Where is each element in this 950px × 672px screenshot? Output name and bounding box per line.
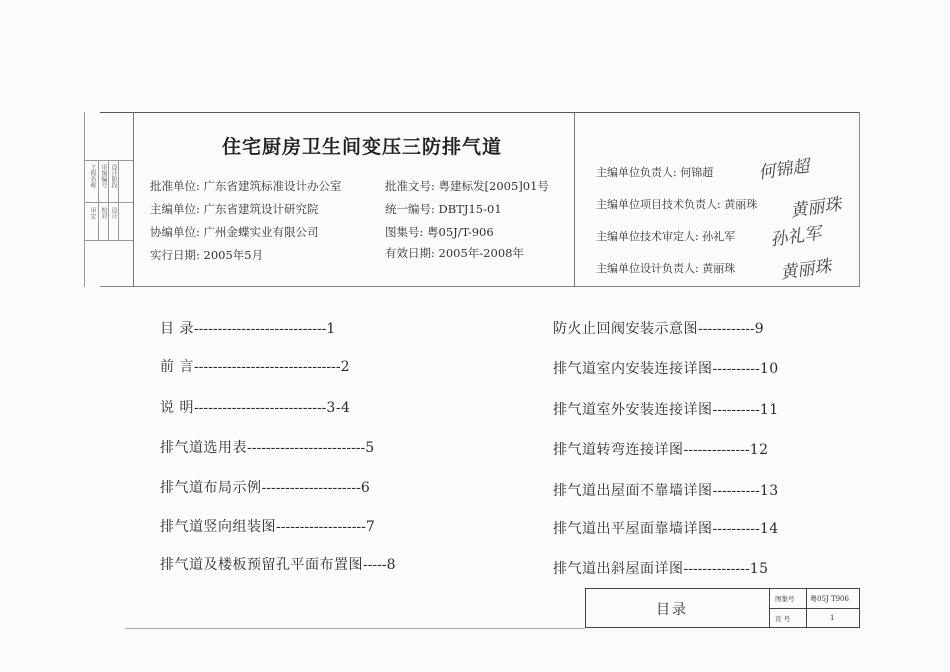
page-label: 页 号: [775, 615, 791, 623]
toc-item: [553, 480, 779, 500]
stamp-row-line: [84, 240, 133, 241]
stamp-row-line: [84, 202, 133, 203]
atlas-value: 粤05J T906: [810, 595, 849, 603]
toc-item: [553, 558, 769, 578]
signature: 黄丽珠: [789, 194, 843, 222]
stamp-text: 校对: [100, 207, 107, 219]
responsible-person: 主编单位项目技术负责人: 黄丽珠: [596, 198, 758, 211]
toc-leader: -------------------------------: [193, 359, 341, 375]
toc-leader: -------------------: [276, 519, 366, 535]
toc-item: [553, 318, 764, 338]
stamp-text: 审定: [89, 207, 96, 219]
footer-line: [125, 628, 585, 629]
unified-number: 统一编号: DBTJ15-01: [385, 202, 502, 216]
page-title: 住宅厨房卫生间变压三防排气道: [222, 136, 503, 158]
toc-leader: ------------: [698, 321, 755, 337]
toc-page: 5: [365, 440, 375, 456]
toc-leader: ----------------------------: [193, 321, 327, 337]
atlas-label: 图集号: [775, 595, 795, 603]
header-divider-line: [574, 112, 575, 287]
stamp-text: 审图编号: [100, 164, 107, 188]
title-block: [585, 588, 860, 628]
implementation-date: 实行日期: 2005年5月: [150, 248, 264, 262]
toc-leader: --------------: [683, 442, 750, 458]
toc-item: [160, 397, 350, 417]
signature: 孙礼军: [769, 223, 823, 251]
toc-label: 排气道布局示例: [160, 480, 262, 496]
signature: 何锦超: [757, 156, 811, 184]
toc-item: [160, 318, 336, 338]
toc-page: 9: [754, 321, 765, 337]
toc-leader: -----: [363, 557, 387, 573]
approval-unit: 批准单位: 广东省建筑标准设计办公室: [150, 179, 342, 193]
frame-header-bottom-line: [100, 286, 860, 287]
toc-page: 10: [759, 361, 779, 377]
co-editor-unit: 协编单位: 广州金蝶实业有限公司: [150, 225, 319, 239]
toc-leader: ----------: [712, 483, 760, 499]
toc-page: 13: [759, 483, 779, 499]
toc-leader: -------------------------: [247, 440, 366, 456]
toc-leader: ----------: [712, 361, 760, 377]
responsible-person: 主编单位设计负责人: 黄丽珠: [596, 262, 736, 275]
toc-label: 排气道室内安装连接详图: [553, 361, 713, 377]
toc-label: 排气道选用表: [160, 440, 247, 456]
toc-label: 排气道竖向组装图: [160, 519, 276, 535]
toc-page: 1: [326, 321, 336, 337]
responsible-person: 主编单位负责人: 何锦超: [596, 166, 714, 179]
frame-right-line: [859, 112, 860, 287]
toc-item: [553, 399, 779, 419]
stamp-col-line: [118, 160, 119, 240]
toc-label: 防火止回阀安装示意图: [553, 321, 698, 337]
toc-label: 目 录: [160, 321, 194, 337]
toc-item: [160, 516, 375, 536]
chief-editor-unit: 主编单位: 广东省建筑设计研究院: [150, 202, 319, 216]
toc-label: 排气道及楼板预留孔平面布置图: [160, 557, 363, 573]
toc-page: 15: [749, 561, 769, 577]
toc-leader: ----------: [712, 521, 760, 537]
toc-label: 排气道出斜屋面详图: [553, 561, 684, 577]
atlas-number: 图集号: 粤05J/T-906: [385, 225, 494, 239]
stamp-text: 设计: [110, 207, 117, 219]
frame-top-line: [100, 112, 860, 113]
toc-label: 排气道室外安装连接详图: [553, 402, 713, 418]
toc-item: [160, 437, 375, 457]
signature: 黄丽珠: [779, 256, 833, 284]
approval-document-number: 批准文号: 粤建标发[2005]01号: [385, 179, 549, 193]
toc-item: [553, 358, 779, 378]
toc-page: 6: [360, 480, 371, 496]
stamp-col-line: [108, 160, 109, 240]
responsible-person: 主编单位技术审定人: 孙礼军: [596, 230, 736, 243]
toc-label: 前 言: [160, 359, 194, 375]
toc-label: 说 明: [160, 400, 194, 416]
page-value: 1: [830, 614, 835, 622]
toc-page: 2: [340, 359, 351, 375]
toc-page: 14: [759, 521, 779, 537]
toc-label: 排气道出屋面不靠墙详图: [553, 483, 713, 499]
valid-period: 有效日期: 2005年-2008年: [385, 246, 524, 260]
toc-leader: ----------: [712, 402, 760, 418]
side-stamp: [84, 112, 133, 287]
toc-label: 排气道转弯连接详图: [553, 442, 684, 458]
toc-page: 11: [759, 402, 779, 418]
toc-leader: ----------------------------: [193, 400, 327, 416]
stamp-divider-line: [133, 112, 134, 287]
title-block-divider: [769, 608, 859, 609]
toc-item: [160, 554, 396, 574]
toc-page: 3-4: [326, 400, 351, 416]
title-block-name: 目录: [656, 602, 688, 618]
stamp-outline-left: [84, 112, 85, 287]
toc-item: [553, 518, 779, 538]
toc-page: 7: [365, 519, 376, 535]
stamp-col-line: [98, 160, 99, 240]
toc-label: 排气道出平屋面靠墙详图: [553, 521, 713, 537]
stamp-text: 工程名称: [89, 164, 96, 188]
toc-item: [553, 439, 769, 459]
toc-item: [160, 477, 370, 497]
toc-item: [160, 356, 350, 376]
toc-leader: ---------------------: [261, 480, 361, 496]
toc-leader: --------------: [683, 561, 750, 577]
stamp-row-line: [84, 160, 133, 161]
toc-page: 12: [749, 442, 769, 458]
stamp-text: 设计阶段: [110, 164, 117, 188]
toc-page: 8: [386, 557, 397, 573]
